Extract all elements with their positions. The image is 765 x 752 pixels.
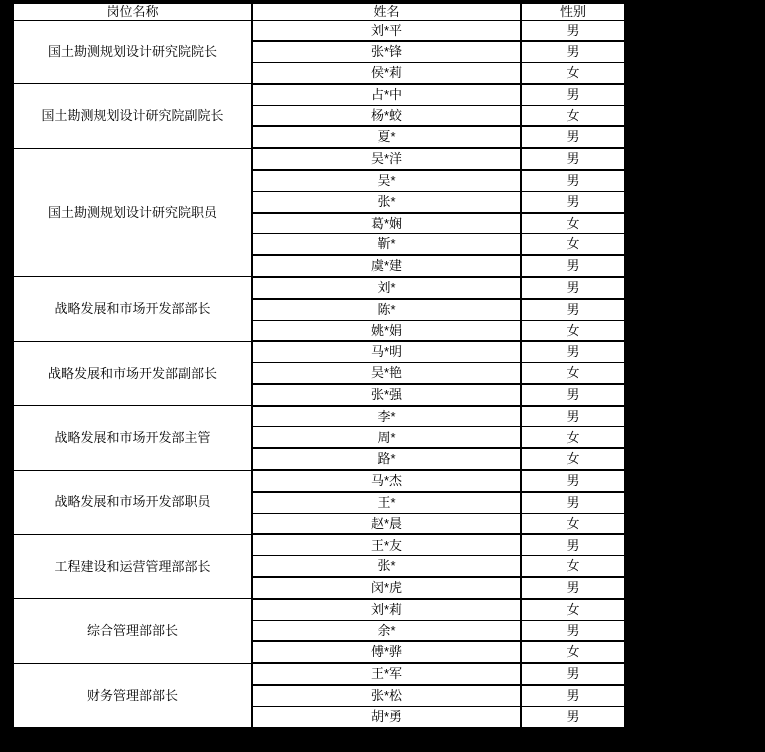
gender-cell: 女 [521,234,625,255]
gender-cell: 男 [521,148,625,170]
gender-cell: 男 [521,577,625,599]
position-cell: 战略发展和市场开发部职员 [13,470,252,534]
name-cell: 闵*虎 [252,577,521,599]
table-row [13,599,625,620]
table-row [13,406,625,427]
column-header-gender: 性别 [521,3,625,20]
name-cell: 李* [252,406,521,427]
name-cell: 马*明 [252,341,521,362]
table-row [13,663,625,685]
position-cell: 工程建设和运营管理部部长 [13,534,252,598]
table-row [13,148,625,170]
gender-cell: 女 [521,599,625,620]
gender-cell: 男 [521,663,625,685]
table-row [13,534,625,555]
gender-cell: 女 [521,556,625,577]
position-cell: 国土勘测规划设计研究院职员 [13,148,252,277]
gender-cell: 女 [521,427,625,448]
column-header-name: 姓名 [252,3,521,20]
name-cell: 张*锋 [252,41,521,62]
name-cell: 侯*莉 [252,63,521,84]
gender-cell: 男 [521,492,625,513]
gender-cell: 男 [521,470,625,492]
name-cell: 刘* [252,277,521,299]
name-cell: 杨*蛟 [252,105,521,126]
name-cell: 张* [252,556,521,577]
name-cell: 傅*骅 [252,641,521,663]
position-cell: 国土勘测规划设计研究院副院长 [13,84,252,148]
name-cell: 占*中 [252,84,521,105]
gender-cell: 女 [521,513,625,534]
gender-cell: 男 [521,84,625,105]
gender-cell: 男 [521,620,625,641]
position-cell: 战略发展和市场开发部副部长 [13,341,252,405]
gender-cell: 女 [521,63,625,84]
table-row [13,20,625,41]
table-row [13,341,625,362]
name-cell: 陈* [252,299,521,320]
gender-cell: 女 [521,363,625,384]
gender-cell: 女 [521,213,625,234]
name-cell: 刘*莉 [252,599,521,620]
name-cell: 王*军 [252,663,521,685]
name-cell: 虞*建 [252,255,521,277]
name-cell: 马*杰 [252,470,521,492]
name-cell: 葛*娴 [252,213,521,234]
position-cell: 综合管理部部长 [13,599,252,663]
gender-cell: 男 [521,406,625,427]
position-cell: 战略发展和市场开发部部长 [13,277,252,341]
name-cell: 周* [252,427,521,448]
name-cell: 吴*洋 [252,148,521,170]
gender-cell: 男 [521,341,625,362]
name-cell: 王* [252,492,521,513]
table-row [13,84,625,105]
header-row [13,3,625,20]
name-cell: 吴* [252,170,521,191]
table-row [13,470,625,492]
gender-cell: 女 [521,641,625,663]
position-cell: 财务管理部部长 [13,663,252,728]
name-cell: 胡*勇 [252,706,521,728]
gender-cell: 男 [521,170,625,191]
gender-cell: 男 [521,255,625,277]
name-cell: 夏* [252,126,521,148]
gender-cell: 男 [521,191,625,212]
name-cell: 王*友 [252,534,521,555]
gender-cell: 男 [521,299,625,320]
gender-cell: 女 [521,105,625,126]
gender-cell: 男 [521,126,625,148]
name-cell: 吴*艳 [252,363,521,384]
name-cell: 路* [252,448,521,470]
gender-cell: 男 [521,384,625,406]
gender-cell: 男 [521,685,625,706]
position-cell: 国土勘测规划设计研究院院长 [13,20,252,84]
gender-cell: 女 [521,448,625,470]
name-cell: 姚*娟 [252,320,521,341]
gender-cell: 男 [521,706,625,728]
gender-cell: 男 [521,534,625,555]
position-roster-table [12,2,626,729]
gender-cell: 男 [521,277,625,299]
table-row [13,277,625,299]
gender-cell: 女 [521,320,625,341]
position-cell: 战略发展和市场开发部主管 [13,406,252,470]
name-cell: 张*强 [252,384,521,406]
name-cell: 靳* [252,234,521,255]
column-header-position: 岗位名称 [13,3,252,20]
name-cell: 张* [252,191,521,212]
gender-cell: 男 [521,20,625,41]
name-cell: 刘*平 [252,20,521,41]
name-cell: 张*松 [252,685,521,706]
name-cell: 赵*晨 [252,513,521,534]
name-cell: 余* [252,620,521,641]
gender-cell: 男 [521,41,625,62]
